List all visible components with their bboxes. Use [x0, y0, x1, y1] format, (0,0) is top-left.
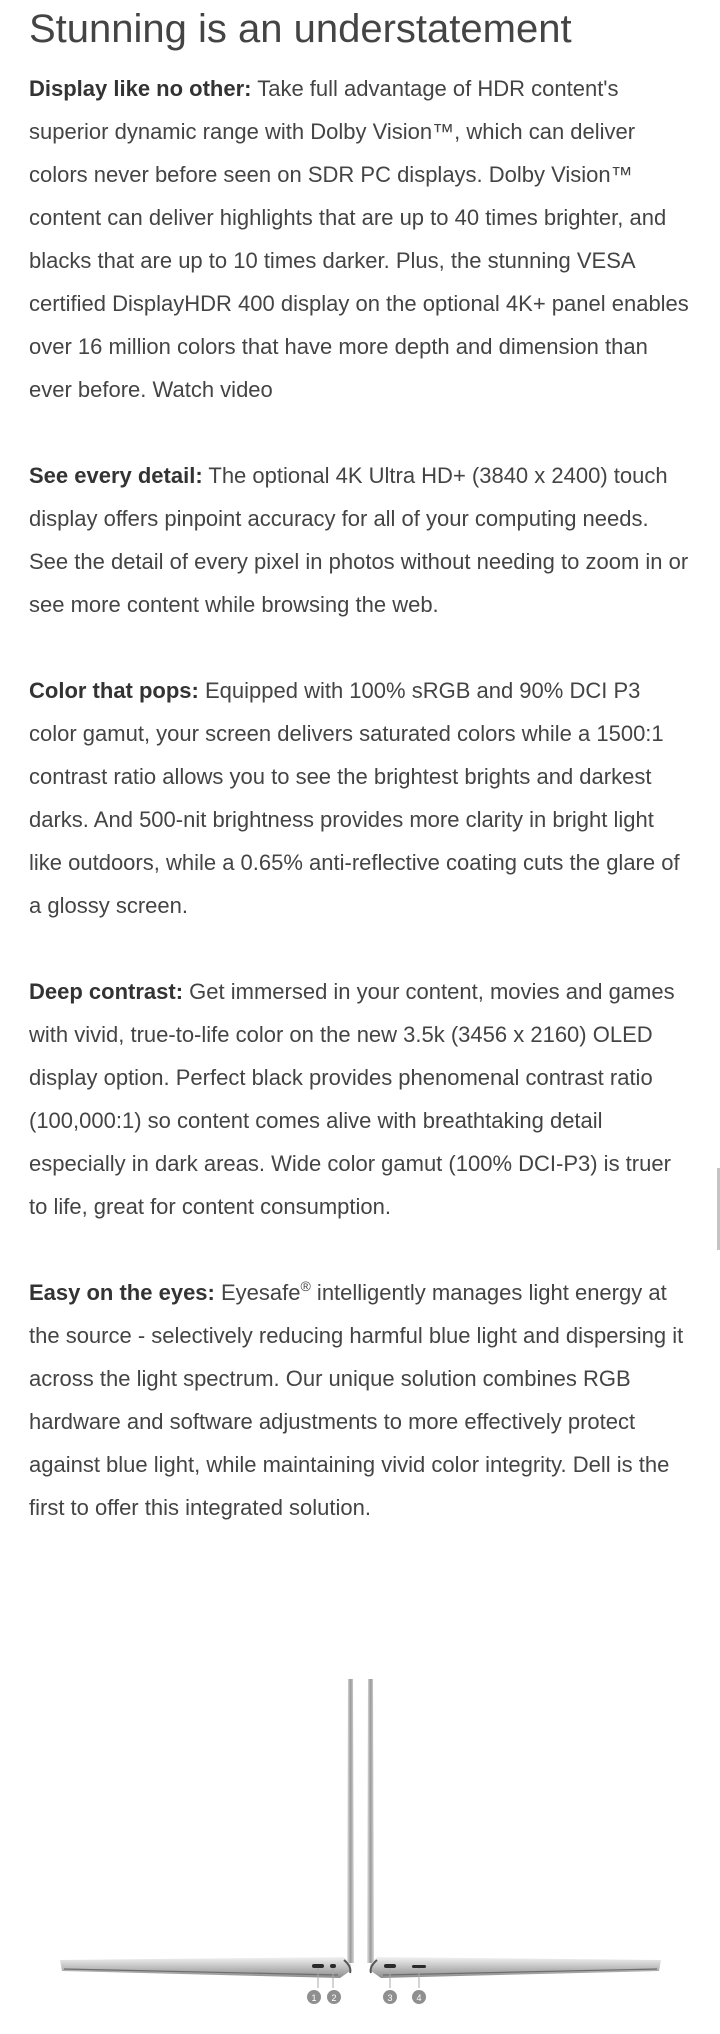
section-see-every-detail [29, 454, 689, 626]
brand-name: Eyesafe [214, 1280, 301, 1305]
port-callout-label: 2 [331, 1993, 337, 2003]
section-heading: See every detail: [29, 463, 203, 488]
right-lid [367, 1679, 374, 1963]
section-text: Equipped with 100% sRGB and 90% DCI P3 color gamut, your screen delivers saturated colors while a 1500:1 contrast ratio allows you to see the brightest brights and darkest darks. And 500-nit brightness provides more clarity in bright light like outdoors, while a 0.65% anti-reflective coating cuts the glare of a glossy screen. [29, 678, 680, 918]
registered-mark: ® [300, 1278, 311, 1294]
section-heading: Easy on the eyes: [29, 1280, 215, 1305]
watch-video-link[interactable]: Watch video [152, 377, 273, 402]
laptop-side-view-image [50, 1675, 670, 2025]
laptop-illustration [50, 1675, 670, 2025]
port-callout-1 [307, 1990, 321, 2004]
port-callout-3 [383, 1990, 397, 2004]
port [312, 1964, 324, 1968]
section-heading: Display like no other: [29, 76, 252, 101]
left-lid [347, 1679, 354, 1963]
port [384, 1964, 396, 1968]
section-deep-contrast [29, 970, 689, 1228]
section-text: intelligently manages light energy at the source - selectively reducing harmful blue light and dispersing it across the light spectrum. Our unique solution combines RGB hardware and software adjustments to more effectively protect against blue light, while maintaining vivid color integrity. Dell is the first to offer this integrated solution. [29, 1280, 684, 1520]
port-callout-label: 3 [387, 1993, 393, 2003]
section-text: The optional 4K Ultra HD+ (3840 x 2400) touch display offers pinpoint accuracy for all of your computing needs. See the detail of every pixel in photos without needing to zoom in or see more content while browsing the web. [29, 463, 689, 617]
page-title: Stunning is an understatement [29, 7, 572, 51]
section-heading: Deep contrast: [29, 979, 184, 1004]
section-easy-on-the-eyes [29, 1271, 689, 1529]
port-callout-label: 1 [311, 1993, 317, 2003]
port [412, 1965, 426, 1968]
section-text: Get immersed in your content, movies and games with vivid, true-to-life color on the new 3.5k (3456 x 2160) OLED display option. Perfect black provides phenomenal contrast ratio (100,000:1) so content comes alive with breathtaking detail especially in dark areas. Wide color gamut (100% DCI-P3) is truer to life, great for content consumption. [29, 979, 675, 1219]
section-display-like-no-other [29, 67, 689, 411]
port-callout-2 [327, 1990, 341, 2004]
port-callout-4 [412, 1990, 426, 2004]
section-color-that-pops [29, 669, 689, 927]
section-heading: Color that pops: [29, 678, 199, 703]
port-callout-label: 4 [416, 1993, 422, 2003]
port [330, 1964, 336, 1968]
section-text: Take full advantage of HDR content's superior dynamic range with Dolby Vision™, which can deliver colors never before seen on SDR PC displays. Dolby Vision™ content can deliver highlights that are up to 40 times brighter, and blacks that are up to 10 times darker. Plus, the stunning VESA certified DisplayHDR 400 display on the optional 4K+ panel enables over 16 million colors that have more depth and dimension than ever before. [29, 76, 689, 402]
main-content [29, 0, 689, 1529]
